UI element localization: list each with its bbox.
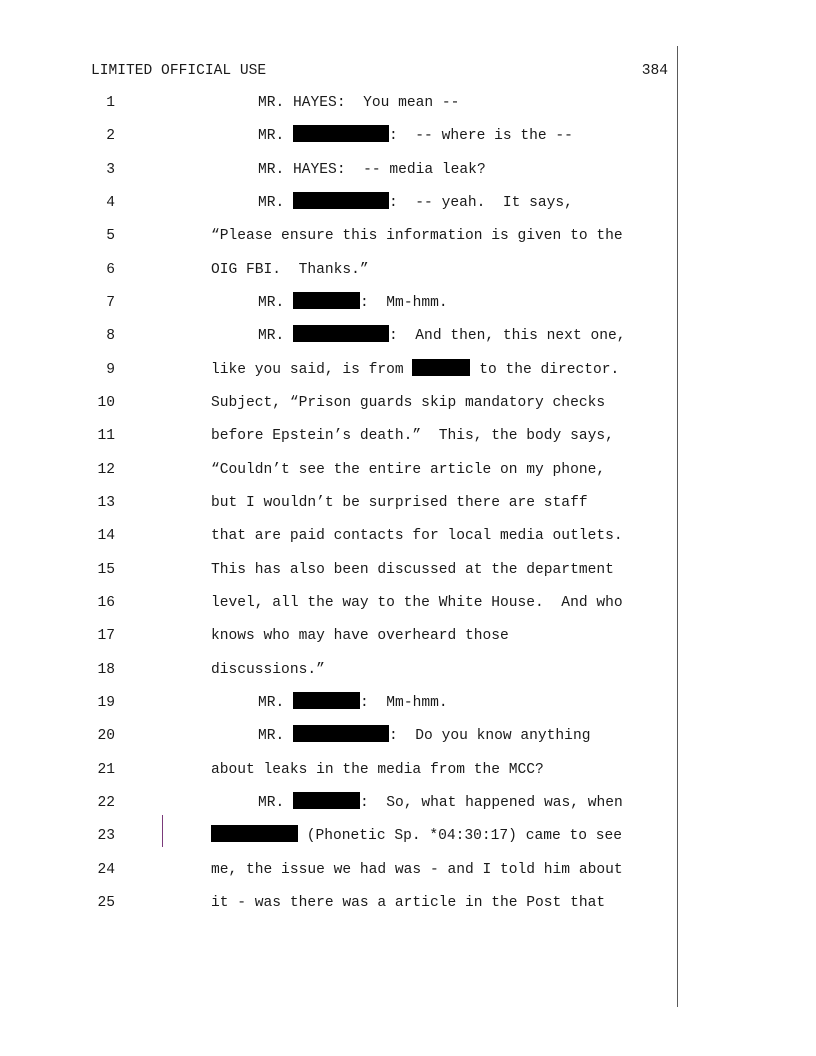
- line-number: 17: [97, 628, 115, 645]
- transcript-line: [0, 359, 816, 381]
- line-text: [211, 492, 588, 514]
- transcript-line: [0, 125, 816, 147]
- line-text-segment: level, all the way to the White House. And who: [211, 594, 623, 611]
- line-number: 20: [97, 728, 115, 745]
- line-number: 14: [97, 528, 115, 545]
- line-text: [211, 359, 619, 381]
- line-text: [211, 592, 623, 614]
- line-number: 15: [97, 561, 115, 578]
- line-number: 23: [97, 828, 115, 845]
- line-text: [258, 292, 448, 314]
- line-text-segment: : -- where is the --: [389, 128, 573, 145]
- line-text-segment: : So, what happened was, when: [360, 794, 623, 811]
- line-text-segment: Subject, “Prison guards skip mandatory checks: [211, 394, 606, 411]
- line-text-segment: “Couldn’t see the entire article on my phone,: [211, 461, 606, 478]
- line-number: 6: [106, 261, 115, 278]
- line-text-segment: MR.: [258, 794, 294, 811]
- line-text-segment: (Phonetic Sp. *04:30:17) came to see: [298, 828, 623, 845]
- transcript-line: [0, 792, 816, 814]
- line-text-segment: MR.: [258, 694, 294, 711]
- transcript-line: [0, 859, 816, 881]
- line-text: [258, 92, 459, 114]
- line-text-segment: MR.: [258, 728, 294, 745]
- line-number: 16: [97, 594, 115, 611]
- page-number: 384: [641, 63, 668, 79]
- line-text-segment: MR.: [258, 328, 294, 345]
- line-text: [258, 792, 623, 814]
- classification-header: LIMITED OFFICIAL USE: [91, 63, 267, 79]
- line-number: 21: [97, 761, 115, 778]
- line-text-segment: : And then, this next one,: [389, 328, 626, 345]
- line-text: [211, 559, 614, 581]
- line-number: 5: [106, 228, 115, 245]
- transcript-line: [0, 459, 816, 481]
- transcript-line: [0, 92, 816, 114]
- transcript-line: [0, 392, 816, 414]
- redaction-block: [412, 359, 470, 376]
- redaction-block: [293, 292, 360, 309]
- line-number: 22: [97, 794, 115, 811]
- line-number: 13: [97, 494, 115, 511]
- line-text-segment: before Epstein’s death.” This, the body says,: [211, 428, 614, 445]
- line-text-segment: that are paid contacts for local media outlets.: [211, 528, 623, 545]
- line-text-segment: “Please ensure this information is given to the: [211, 228, 623, 245]
- line-text: [211, 759, 544, 781]
- redaction-block: [293, 692, 360, 709]
- line-number: 9: [106, 361, 115, 378]
- transcript-line: [0, 659, 816, 681]
- line-text: [211, 425, 614, 447]
- line-text-segment: : Mm-hmm.: [360, 294, 448, 311]
- transcript-line: [0, 525, 816, 547]
- line-text: [258, 192, 573, 214]
- transcript-line: [0, 425, 816, 447]
- line-text: [211, 525, 623, 547]
- line-text: [211, 225, 623, 247]
- line-text-segment: discussions.”: [211, 661, 325, 678]
- transcript-line: [0, 225, 816, 247]
- line-text-segment: like you said, is from: [211, 361, 413, 378]
- line-number: 25: [97, 894, 115, 911]
- line-number: 7: [106, 294, 115, 311]
- transcript-line: [0, 559, 816, 581]
- transcript-line: [0, 892, 816, 914]
- line-number: 10: [97, 394, 115, 411]
- line-number: 11: [97, 428, 115, 445]
- transcript-line: [0, 692, 816, 714]
- transcript-line: [0, 259, 816, 281]
- line-text-segment: MR.: [258, 294, 294, 311]
- transcript-line: [0, 825, 816, 847]
- line-text-segment: to the director.: [470, 361, 620, 378]
- line-text-segment: about leaks in the media from the MCC?: [211, 761, 544, 778]
- line-number: 2: [106, 128, 115, 145]
- line-text-segment: : -- yeah. It says,: [389, 194, 573, 211]
- line-text-segment: MR. HAYES: -- media leak?: [258, 161, 486, 178]
- line-text-segment: MR.: [258, 128, 294, 145]
- line-number: 19: [97, 694, 115, 711]
- transcript-line: [0, 592, 816, 614]
- line-number: 1: [106, 95, 115, 111]
- line-number: 3: [106, 161, 115, 178]
- transcript-line: [0, 625, 816, 647]
- redaction-block: [293, 125, 389, 142]
- redaction-block: [293, 325, 389, 342]
- line-number: 24: [97, 861, 115, 878]
- line-text-segment: knows who may have overheard those: [211, 628, 509, 645]
- line-text: [258, 325, 626, 347]
- line-number: 18: [97, 661, 115, 678]
- transcript-line: [0, 292, 816, 314]
- transcript-line: [0, 325, 816, 347]
- line-number: 12: [97, 461, 115, 478]
- line-text-segment: : Mm-hmm.: [360, 694, 448, 711]
- line-text: [258, 125, 573, 147]
- line-text: [211, 892, 605, 914]
- redaction-block: [293, 792, 360, 809]
- transcript-line: [0, 759, 816, 781]
- line-text: [211, 825, 622, 847]
- transcript-line: [0, 159, 816, 181]
- redaction-block: [293, 725, 389, 742]
- line-text: [211, 459, 605, 481]
- transcript-line: [0, 192, 816, 214]
- line-text: [258, 692, 448, 714]
- transcript-line: [0, 725, 816, 747]
- redaction-block: [211, 825, 298, 842]
- line-text: [211, 859, 623, 881]
- line-number: 4: [106, 194, 115, 211]
- line-text-segment: but I wouldn’t be surprised there are staff: [211, 494, 588, 511]
- line-text-segment: OIG FBI. Thanks.”: [211, 261, 369, 278]
- transcript-line: [0, 492, 816, 514]
- line-text-segment: MR.: [258, 194, 294, 211]
- redaction-block: [293, 192, 389, 209]
- line-text: [211, 625, 509, 647]
- line-text: [211, 659, 325, 681]
- line-text: [211, 392, 605, 414]
- line-text: [211, 259, 369, 281]
- line-number: 8: [106, 328, 115, 345]
- line-text: [258, 159, 486, 181]
- line-text-segment: it - was there was a article in the Post that: [211, 894, 606, 911]
- line-text: [258, 725, 590, 747]
- line-text-segment: me, the issue we had was - and I told him about: [211, 861, 623, 878]
- line-text-segment: MR. HAYES: You mean --: [258, 95, 460, 111]
- line-text-segment: This has also been discussed at the department: [211, 561, 614, 578]
- line-text-segment: : Do you know anything: [389, 728, 591, 745]
